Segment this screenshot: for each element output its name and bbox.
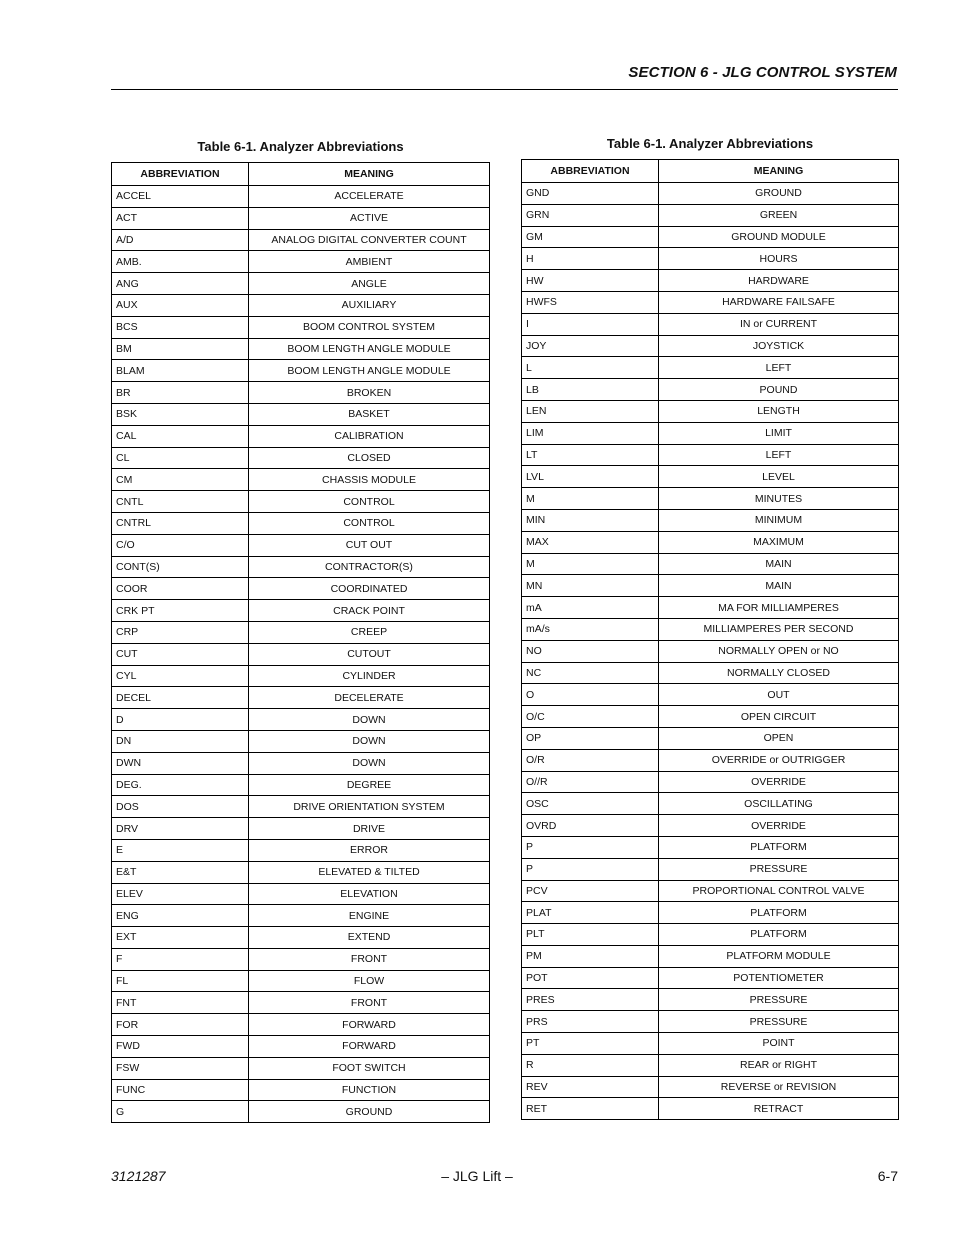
table-row xyxy=(112,229,490,251)
left-table-block xyxy=(111,139,490,1123)
abbreviation-header: ABBREVIATION xyxy=(522,160,659,183)
meaning-cell: HOURS xyxy=(659,248,899,270)
meaning-cell: MINIMUM xyxy=(659,509,899,531)
abbreviation-cell: MN xyxy=(522,575,659,597)
table-row xyxy=(522,618,899,640)
abbreviation-cell: NO xyxy=(522,640,659,662)
meaning-cell: OSCILLATING xyxy=(659,793,899,815)
right-table-block xyxy=(521,136,899,1120)
meaning-cell: COORDINATED xyxy=(249,578,490,600)
meaning-cell: MA FOR MILLIAMPERES xyxy=(659,597,899,619)
meaning-cell: POINT xyxy=(659,1033,899,1055)
meaning-cell: LEVEL xyxy=(659,466,899,488)
meaning-cell: OPEN xyxy=(659,727,899,749)
table-row xyxy=(522,1033,899,1055)
table-row xyxy=(112,927,490,949)
meaning-cell: DOWN xyxy=(249,752,490,774)
table-row xyxy=(522,836,899,858)
table-row xyxy=(522,444,899,466)
meaning-cell: AMBIENT xyxy=(249,251,490,273)
table-row xyxy=(522,815,899,837)
abbreviation-cell: PRES xyxy=(522,989,659,1011)
table-row xyxy=(112,687,490,709)
meaning-cell: POTENTIOMETER xyxy=(659,967,899,989)
abbreviation-cell: DOS xyxy=(112,796,249,818)
abbreviation-cell: GM xyxy=(522,226,659,248)
meaning-cell: EXTEND xyxy=(249,927,490,949)
abbreviation-cell: ENG xyxy=(112,905,249,927)
meaning-cell: BOOM LENGTH ANGLE MODULE xyxy=(249,360,490,382)
meaning-cell: DRIVE xyxy=(249,818,490,840)
abbreviation-cell: DECEL xyxy=(112,687,249,709)
table-row xyxy=(522,989,899,1011)
meaning-cell: OUT xyxy=(659,684,899,706)
meaning-cell: ACCELERATE xyxy=(249,186,490,208)
table-row xyxy=(522,248,899,270)
abbreviation-cell: MIN xyxy=(522,509,659,531)
header-rule xyxy=(111,89,898,90)
table-row xyxy=(112,992,490,1014)
abbreviation-cell: CUT xyxy=(112,643,249,665)
meaning-cell: ANALOG DIGITAL CONVERTER COUNT xyxy=(249,229,490,251)
page-number: 6-7 xyxy=(877,1168,898,1184)
meaning-cell: CONTRACTOR(S) xyxy=(249,556,490,578)
abbreviation-cell: GRN xyxy=(522,204,659,226)
left-table-caption: Table 6-1. Analyzer Abbreviations xyxy=(197,139,404,154)
abbreviation-cell: M xyxy=(522,553,659,575)
meaning-cell: REAR or RIGHT xyxy=(659,1054,899,1076)
meaning-cell: OVERRIDE xyxy=(659,771,899,793)
meaning-cell: GROUND MODULE xyxy=(659,226,899,248)
meaning-cell: DEGREE xyxy=(249,774,490,796)
abbreviation-cell: FOR xyxy=(112,1014,249,1036)
table-row xyxy=(112,491,490,513)
table-row xyxy=(522,1076,899,1098)
meaning-cell: PLATFORM xyxy=(659,902,899,924)
meaning-cell: REVERSE or REVISION xyxy=(659,1076,899,1098)
meaning-cell: PROPORTIONAL CONTROL VALVE xyxy=(659,880,899,902)
table-row xyxy=(112,621,490,643)
abbreviation-cell: G xyxy=(112,1101,249,1123)
table-row xyxy=(522,553,899,575)
table-row xyxy=(522,270,899,292)
abbreviation-cell: LVL xyxy=(522,466,659,488)
meaning-cell: NORMALLY CLOSED xyxy=(659,662,899,684)
meaning-cell: MAIN xyxy=(659,553,899,575)
meaning-cell: CREEP xyxy=(249,621,490,643)
table-row xyxy=(522,597,899,619)
meaning-cell: ENGINE xyxy=(249,905,490,927)
table-row xyxy=(112,643,490,665)
table-row xyxy=(112,905,490,927)
abbreviation-cell: LIM xyxy=(522,422,659,444)
abbreviation-cell: OVRD xyxy=(522,815,659,837)
table-row xyxy=(522,488,899,510)
abbreviation-cell: PLAT xyxy=(522,902,659,924)
abbreviation-cell: BR xyxy=(112,382,249,404)
abbreviation-cell: OP xyxy=(522,727,659,749)
meaning-header: MEANING xyxy=(249,163,490,186)
meaning-cell: FRONT xyxy=(249,948,490,970)
table-row xyxy=(522,706,899,728)
meaning-cell: DRIVE ORIENTATION SYSTEM xyxy=(249,796,490,818)
meaning-cell: CONTROL xyxy=(249,491,490,513)
table-row xyxy=(522,466,899,488)
table-header-row xyxy=(522,160,899,183)
abbreviation-header: ABBREVIATION xyxy=(112,163,249,186)
table-row xyxy=(112,425,490,447)
abbreviation-cell: FUNC xyxy=(112,1079,249,1101)
meaning-cell: FLOW xyxy=(249,970,490,992)
table-row xyxy=(522,575,899,597)
table-row xyxy=(112,338,490,360)
meaning-cell: HARDWARE FAILSAFE xyxy=(659,291,899,313)
abbreviation-cell: CNTL xyxy=(112,491,249,513)
meaning-cell: ELEVATED & TILTED xyxy=(249,861,490,883)
section-title: SECTION 6 - JLG CONTROL SYSTEM xyxy=(628,64,897,81)
meaning-cell: OPEN CIRCUIT xyxy=(659,706,899,728)
table-row xyxy=(522,793,899,815)
table-row xyxy=(112,665,490,687)
table-row xyxy=(522,313,899,335)
table-row xyxy=(522,924,899,946)
meaning-cell: ACTIVE xyxy=(249,207,490,229)
meaning-cell: BASKET xyxy=(249,403,490,425)
abbreviation-cell: FSW xyxy=(112,1057,249,1079)
table-row xyxy=(112,1036,490,1058)
meaning-cell: LENGTH xyxy=(659,400,899,422)
abbreviation-cell: RET xyxy=(522,1098,659,1120)
abbreviation-cell: O/C xyxy=(522,706,659,728)
meaning-cell: AUXILIARY xyxy=(249,294,490,316)
abbreviation-cell: F xyxy=(112,948,249,970)
table-row xyxy=(522,727,899,749)
abbreviation-cell: P xyxy=(522,858,659,880)
meaning-cell: NORMALLY OPEN or NO xyxy=(659,640,899,662)
abbreviation-cell: CRK PT xyxy=(112,600,249,622)
abbreviation-cell: PCV xyxy=(522,880,659,902)
table-row xyxy=(112,251,490,273)
meaning-cell: LIMIT xyxy=(659,422,899,444)
table-row xyxy=(112,818,490,840)
abbreviation-cell: AMB. xyxy=(112,251,249,273)
abbreviation-cell: FWD xyxy=(112,1036,249,1058)
abbreviation-cell: ACT xyxy=(112,207,249,229)
table-row xyxy=(522,379,899,401)
meaning-cell: CHASSIS MODULE xyxy=(249,469,490,491)
abbreviation-cell: O xyxy=(522,684,659,706)
table-row xyxy=(112,294,490,316)
meaning-cell: ELEVATION xyxy=(249,883,490,905)
table-row xyxy=(522,335,899,357)
abbreviation-cell: FL xyxy=(112,970,249,992)
meaning-cell: JOYSTICK xyxy=(659,335,899,357)
table-row xyxy=(112,316,490,338)
table-row xyxy=(112,948,490,970)
meaning-cell: DECELERATE xyxy=(249,687,490,709)
abbreviation-cell: CYL xyxy=(112,665,249,687)
table-row xyxy=(522,1098,899,1120)
abbreviation-cell: CONT(S) xyxy=(112,556,249,578)
abbreviation-cell: HW xyxy=(522,270,659,292)
right-table-caption: Table 6-1. Analyzer Abbreviations xyxy=(606,136,814,151)
abbreviation-cell: O/R xyxy=(522,749,659,771)
meaning-cell: OVERRIDE xyxy=(659,815,899,837)
meaning-cell: CONTROL xyxy=(249,512,490,534)
meaning-cell: CLOSED xyxy=(249,447,490,469)
abbreviation-cell: I xyxy=(522,313,659,335)
footer-brand: – JLG Lift – xyxy=(441,1168,513,1184)
meaning-cell: FORWARD xyxy=(249,1036,490,1058)
meaning-cell: PLATFORM xyxy=(659,836,899,858)
abbreviation-cell: PLT xyxy=(522,924,659,946)
table-row xyxy=(522,422,899,444)
abbreviation-cell: CNTRL xyxy=(112,512,249,534)
table-row xyxy=(522,662,899,684)
table-row xyxy=(112,839,490,861)
table-row xyxy=(522,531,899,553)
meaning-cell: GROUND xyxy=(659,183,899,205)
table-row xyxy=(112,1057,490,1079)
abbreviation-cell: E xyxy=(112,839,249,861)
table-row xyxy=(112,1014,490,1036)
meaning-cell: ANGLE xyxy=(249,273,490,295)
meaning-cell: PLATFORM MODULE xyxy=(659,945,899,967)
abbreviation-cell: DEG. xyxy=(112,774,249,796)
abbreviation-cell: NC xyxy=(522,662,659,684)
right-table-body xyxy=(522,183,899,1120)
table-row xyxy=(112,578,490,600)
abbreviation-cell: LT xyxy=(522,444,659,466)
table-row xyxy=(112,512,490,534)
table-row xyxy=(112,730,490,752)
meaning-cell: PRESSURE xyxy=(659,858,899,880)
table-row xyxy=(522,1011,899,1033)
table-row xyxy=(522,357,899,379)
abbreviation-cell: ACCEL xyxy=(112,186,249,208)
abbreviation-cell: mA/s xyxy=(522,618,659,640)
abbreviation-cell: REV xyxy=(522,1076,659,1098)
abbreviation-cell: COOR xyxy=(112,578,249,600)
table-row xyxy=(522,880,899,902)
abbreviation-cell: LEN xyxy=(522,400,659,422)
meaning-cell: LEFT xyxy=(659,444,899,466)
table-row xyxy=(522,204,899,226)
meaning-cell: FUNCTION xyxy=(249,1079,490,1101)
table-row xyxy=(522,684,899,706)
abbreviation-cell: DN xyxy=(112,730,249,752)
table-row xyxy=(112,883,490,905)
left-table-body xyxy=(112,186,490,1123)
left-abbreviation-table xyxy=(111,162,490,1123)
table-row xyxy=(112,273,490,295)
table-row xyxy=(522,226,899,248)
meaning-cell: BOOM CONTROL SYSTEM xyxy=(249,316,490,338)
meaning-cell: MAIN xyxy=(659,575,899,597)
meaning-cell: GREEN xyxy=(659,204,899,226)
right-abbreviation-table xyxy=(521,159,899,1120)
abbreviation-cell: E&T xyxy=(112,861,249,883)
table-row xyxy=(112,534,490,556)
meaning-cell: DOWN xyxy=(249,730,490,752)
meaning-cell: MILLIAMPERES PER SECOND xyxy=(659,618,899,640)
table-row xyxy=(112,360,490,382)
meaning-cell: HARDWARE xyxy=(659,270,899,292)
table-row xyxy=(112,403,490,425)
table-row xyxy=(522,902,899,924)
table-row xyxy=(112,186,490,208)
meaning-cell: GROUND xyxy=(249,1101,490,1123)
abbreviation-cell: A/D xyxy=(112,229,249,251)
meaning-cell: BOOM LENGTH ANGLE MODULE xyxy=(249,338,490,360)
meaning-cell: FORWARD xyxy=(249,1014,490,1036)
abbreviation-cell: DRV xyxy=(112,818,249,840)
table-row xyxy=(112,970,490,992)
meaning-cell: PLATFORM xyxy=(659,924,899,946)
meaning-cell: POUND xyxy=(659,379,899,401)
meaning-cell: LEFT xyxy=(659,357,899,379)
abbreviation-cell: mA xyxy=(522,597,659,619)
table-row xyxy=(112,382,490,404)
abbreviation-cell: AUX xyxy=(112,294,249,316)
table-row xyxy=(112,556,490,578)
abbreviation-cell: M xyxy=(522,488,659,510)
meaning-cell: CYLINDER xyxy=(249,665,490,687)
abbreviation-cell: BLAM xyxy=(112,360,249,382)
meaning-cell: CRACK POINT xyxy=(249,600,490,622)
table-row xyxy=(522,771,899,793)
meaning-cell: RETRACT xyxy=(659,1098,899,1120)
table-row xyxy=(112,861,490,883)
abbreviation-cell: L xyxy=(522,357,659,379)
table-row xyxy=(112,1079,490,1101)
meaning-cell: PRESSURE xyxy=(659,1011,899,1033)
abbreviation-cell: CRP xyxy=(112,621,249,643)
table-row xyxy=(112,600,490,622)
abbreviation-cell: BSK xyxy=(112,403,249,425)
abbreviation-cell: EXT xyxy=(112,927,249,949)
abbreviation-cell: MAX xyxy=(522,531,659,553)
table-row xyxy=(112,207,490,229)
table-row xyxy=(522,945,899,967)
table-row xyxy=(112,752,490,774)
table-row xyxy=(522,1054,899,1076)
abbreviation-cell: BM xyxy=(112,338,249,360)
table-row xyxy=(112,796,490,818)
table-row xyxy=(522,509,899,531)
abbreviation-cell: GND xyxy=(522,183,659,205)
abbreviation-cell: BCS xyxy=(112,316,249,338)
abbreviation-cell: CL xyxy=(112,447,249,469)
abbreviation-cell: OSC xyxy=(522,793,659,815)
table-row xyxy=(112,469,490,491)
meaning-header: MEANING xyxy=(659,160,899,183)
abbreviation-cell: LB xyxy=(522,379,659,401)
meaning-cell: BROKEN xyxy=(249,382,490,404)
table-row xyxy=(522,291,899,313)
abbreviation-cell: POT xyxy=(522,967,659,989)
table-row xyxy=(522,858,899,880)
table-row xyxy=(112,447,490,469)
table-row xyxy=(112,774,490,796)
abbreviation-cell: O//R xyxy=(522,771,659,793)
abbreviation-cell: ANG xyxy=(112,273,249,295)
abbreviation-cell: DWN xyxy=(112,752,249,774)
table-row xyxy=(112,709,490,731)
abbreviation-cell: CAL xyxy=(112,425,249,447)
meaning-cell: IN or CURRENT xyxy=(659,313,899,335)
meaning-cell: CUTOUT xyxy=(249,643,490,665)
abbreviation-cell: D xyxy=(112,709,249,731)
abbreviation-cell: JOY xyxy=(522,335,659,357)
table-row xyxy=(522,749,899,771)
document-number: 3121287 xyxy=(111,1168,166,1184)
abbreviation-cell: FNT xyxy=(112,992,249,1014)
table-row xyxy=(522,400,899,422)
abbreviation-cell: HWFS xyxy=(522,291,659,313)
table-row xyxy=(522,967,899,989)
meaning-cell: PRESSURE xyxy=(659,989,899,1011)
table-header-row xyxy=(112,163,490,186)
abbreviation-cell: C/O xyxy=(112,534,249,556)
meaning-cell: FOOT SWITCH xyxy=(249,1057,490,1079)
meaning-cell: DOWN xyxy=(249,709,490,731)
meaning-cell: FRONT xyxy=(249,992,490,1014)
table-row xyxy=(112,1101,490,1123)
abbreviation-cell: R xyxy=(522,1054,659,1076)
abbreviation-cell: PRS xyxy=(522,1011,659,1033)
meaning-cell: CALIBRATION xyxy=(249,425,490,447)
meaning-cell: MAXIMUM xyxy=(659,531,899,553)
abbreviation-cell: PT xyxy=(522,1033,659,1055)
abbreviation-cell: P xyxy=(522,836,659,858)
meaning-cell: MINUTES xyxy=(659,488,899,510)
table-row xyxy=(522,640,899,662)
table-row xyxy=(522,183,899,205)
meaning-cell: ERROR xyxy=(249,839,490,861)
abbreviation-cell: H xyxy=(522,248,659,270)
meaning-cell: CUT OUT xyxy=(249,534,490,556)
abbreviation-cell: CM xyxy=(112,469,249,491)
abbreviation-cell: PM xyxy=(522,945,659,967)
meaning-cell: OVERRIDE or OUTRIGGER xyxy=(659,749,899,771)
abbreviation-cell: ELEV xyxy=(112,883,249,905)
